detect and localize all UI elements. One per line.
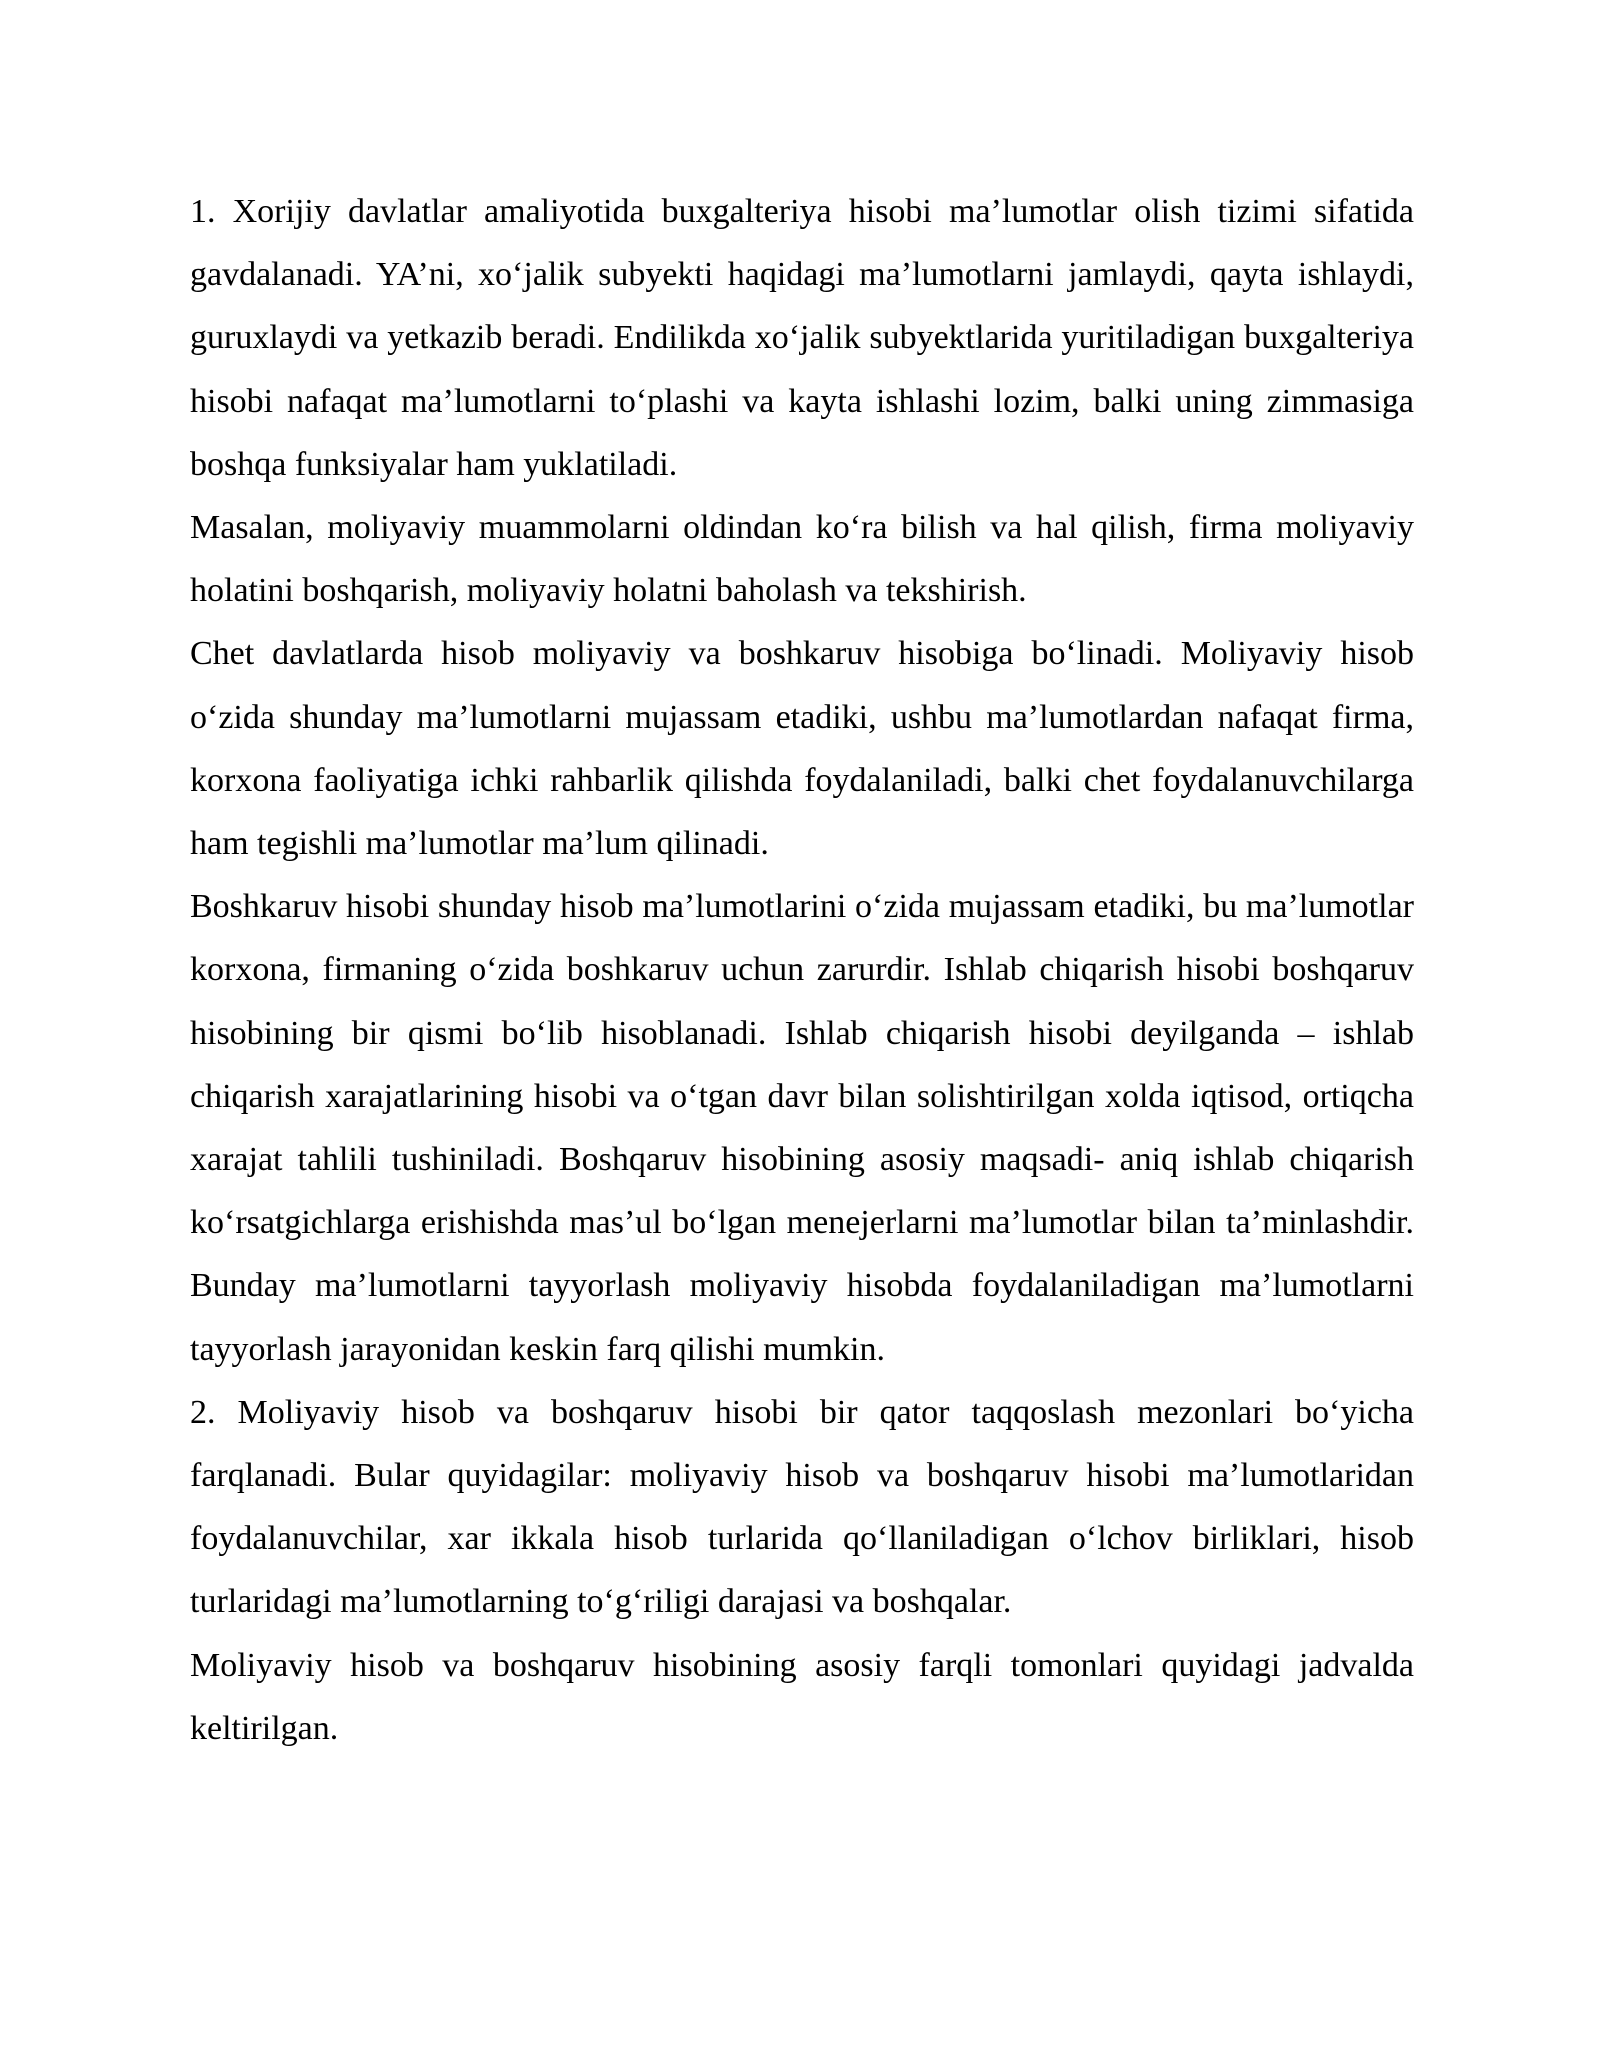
paragraph-foreign-accounting-intro: 1. Xorijiy davlatlar amaliyotida buxgalteriya hisobi ma’lumotlar olish tizimi sifatida gavdalanadi. YA’ni, xo‘jalik subyekti haqidagi ma’lumotlarni jamlaydi, qayta ishlaydi, guruxlaydi va yetkazib beradi. Endilikda xo‘jalik subyektlarida yuritiladigan buxgalteriya hisobi nafaqat ma’lumotlarni to‘plashi va kayta ishlashi lozim, balki uning zimmasiga boshqa funksiyalar ham yuklatiladi.	[190, 193, 1414, 483]
paragraph-management-accounting: Boshkaruv hisobi shunday hisob ma’lumotlarini o‘zida mujassam etadiki, bu ma’lumotlar korxona, firmaning o‘zida boshkaruv uchun zarurdir. Ishlab chiqarish hisobi boshqaruv hisobining bir qismi bo‘lib hisoblanadi. Ishlab chiqarish hisobi deyilganda – ishlab chiqarish xarajatlarining hisobi va o‘tgan davr bilan solishtirilgan xolda iqtisod, ortiqcha xarajat tahlili tushiniladi. Boshqaruv hisobining asosiy maqsadi- aniq ishlab chiqarish ko‘rsatgichlarga erishishda mas’ul bo‘lgan menejerlarni ma’lumotlar bilan ta’minlashdir. Bunday ma’lumotlarni tayyorlash moliyaviy hisobda foydalaniladigan ma’lumotlarni tayyorlash jarayonidan keskin farq qilishi mumkin.	[190, 888, 1414, 1368]
document-page	[190, 180, 1414, 1760]
paragraph-table-reference: Moliyaviy hisob va boshqaruv hisobining asosiy farqli tomonlari quyidagi jadvalda keltirilgan.	[190, 1646, 1414, 1747]
paragraph-financial-accounting: Chet davlatlarda hisob moliyaviy va boshkaruv hisobiga bo‘linadi. Moliyaviy hisob o‘zida shunday ma’lumotlarni mujassam etadiki, ushbu ma’lumotlardan nafaqat firma, korxona faoliyatiga ichki rahbarlik qilishda foydalaniladi, balki chet foydalanuvchilarga ham tegishli ma’lumotlar ma’lum qilinadi.	[190, 635, 1414, 863]
paragraph-example-functions: Masalan, moliyaviy muammolarni oldindan ko‘ra bilish va hal qilish, firma moliyaviy holatini boshqarish, moliyaviy holatni baholash va tekshirish.	[190, 509, 1414, 610]
paragraph-comparison-criteria: 2. Moliyaviy hisob va boshqaruv hisobi bir qator taqqoslash mezonlari bo‘yicha farqlanadi. Bular quyidagilar: moliyaviy hisob va boshqaruv hisobi ma’lumotlaridan foydalanuvchilar, xar ikkala hisob turlarida qo‘llaniladigan o‘lchov birliklari, hisob turlaridagi ma’lumotlarning to‘g‘riligi darajasi va boshqalar.	[190, 1393, 1414, 1621]
